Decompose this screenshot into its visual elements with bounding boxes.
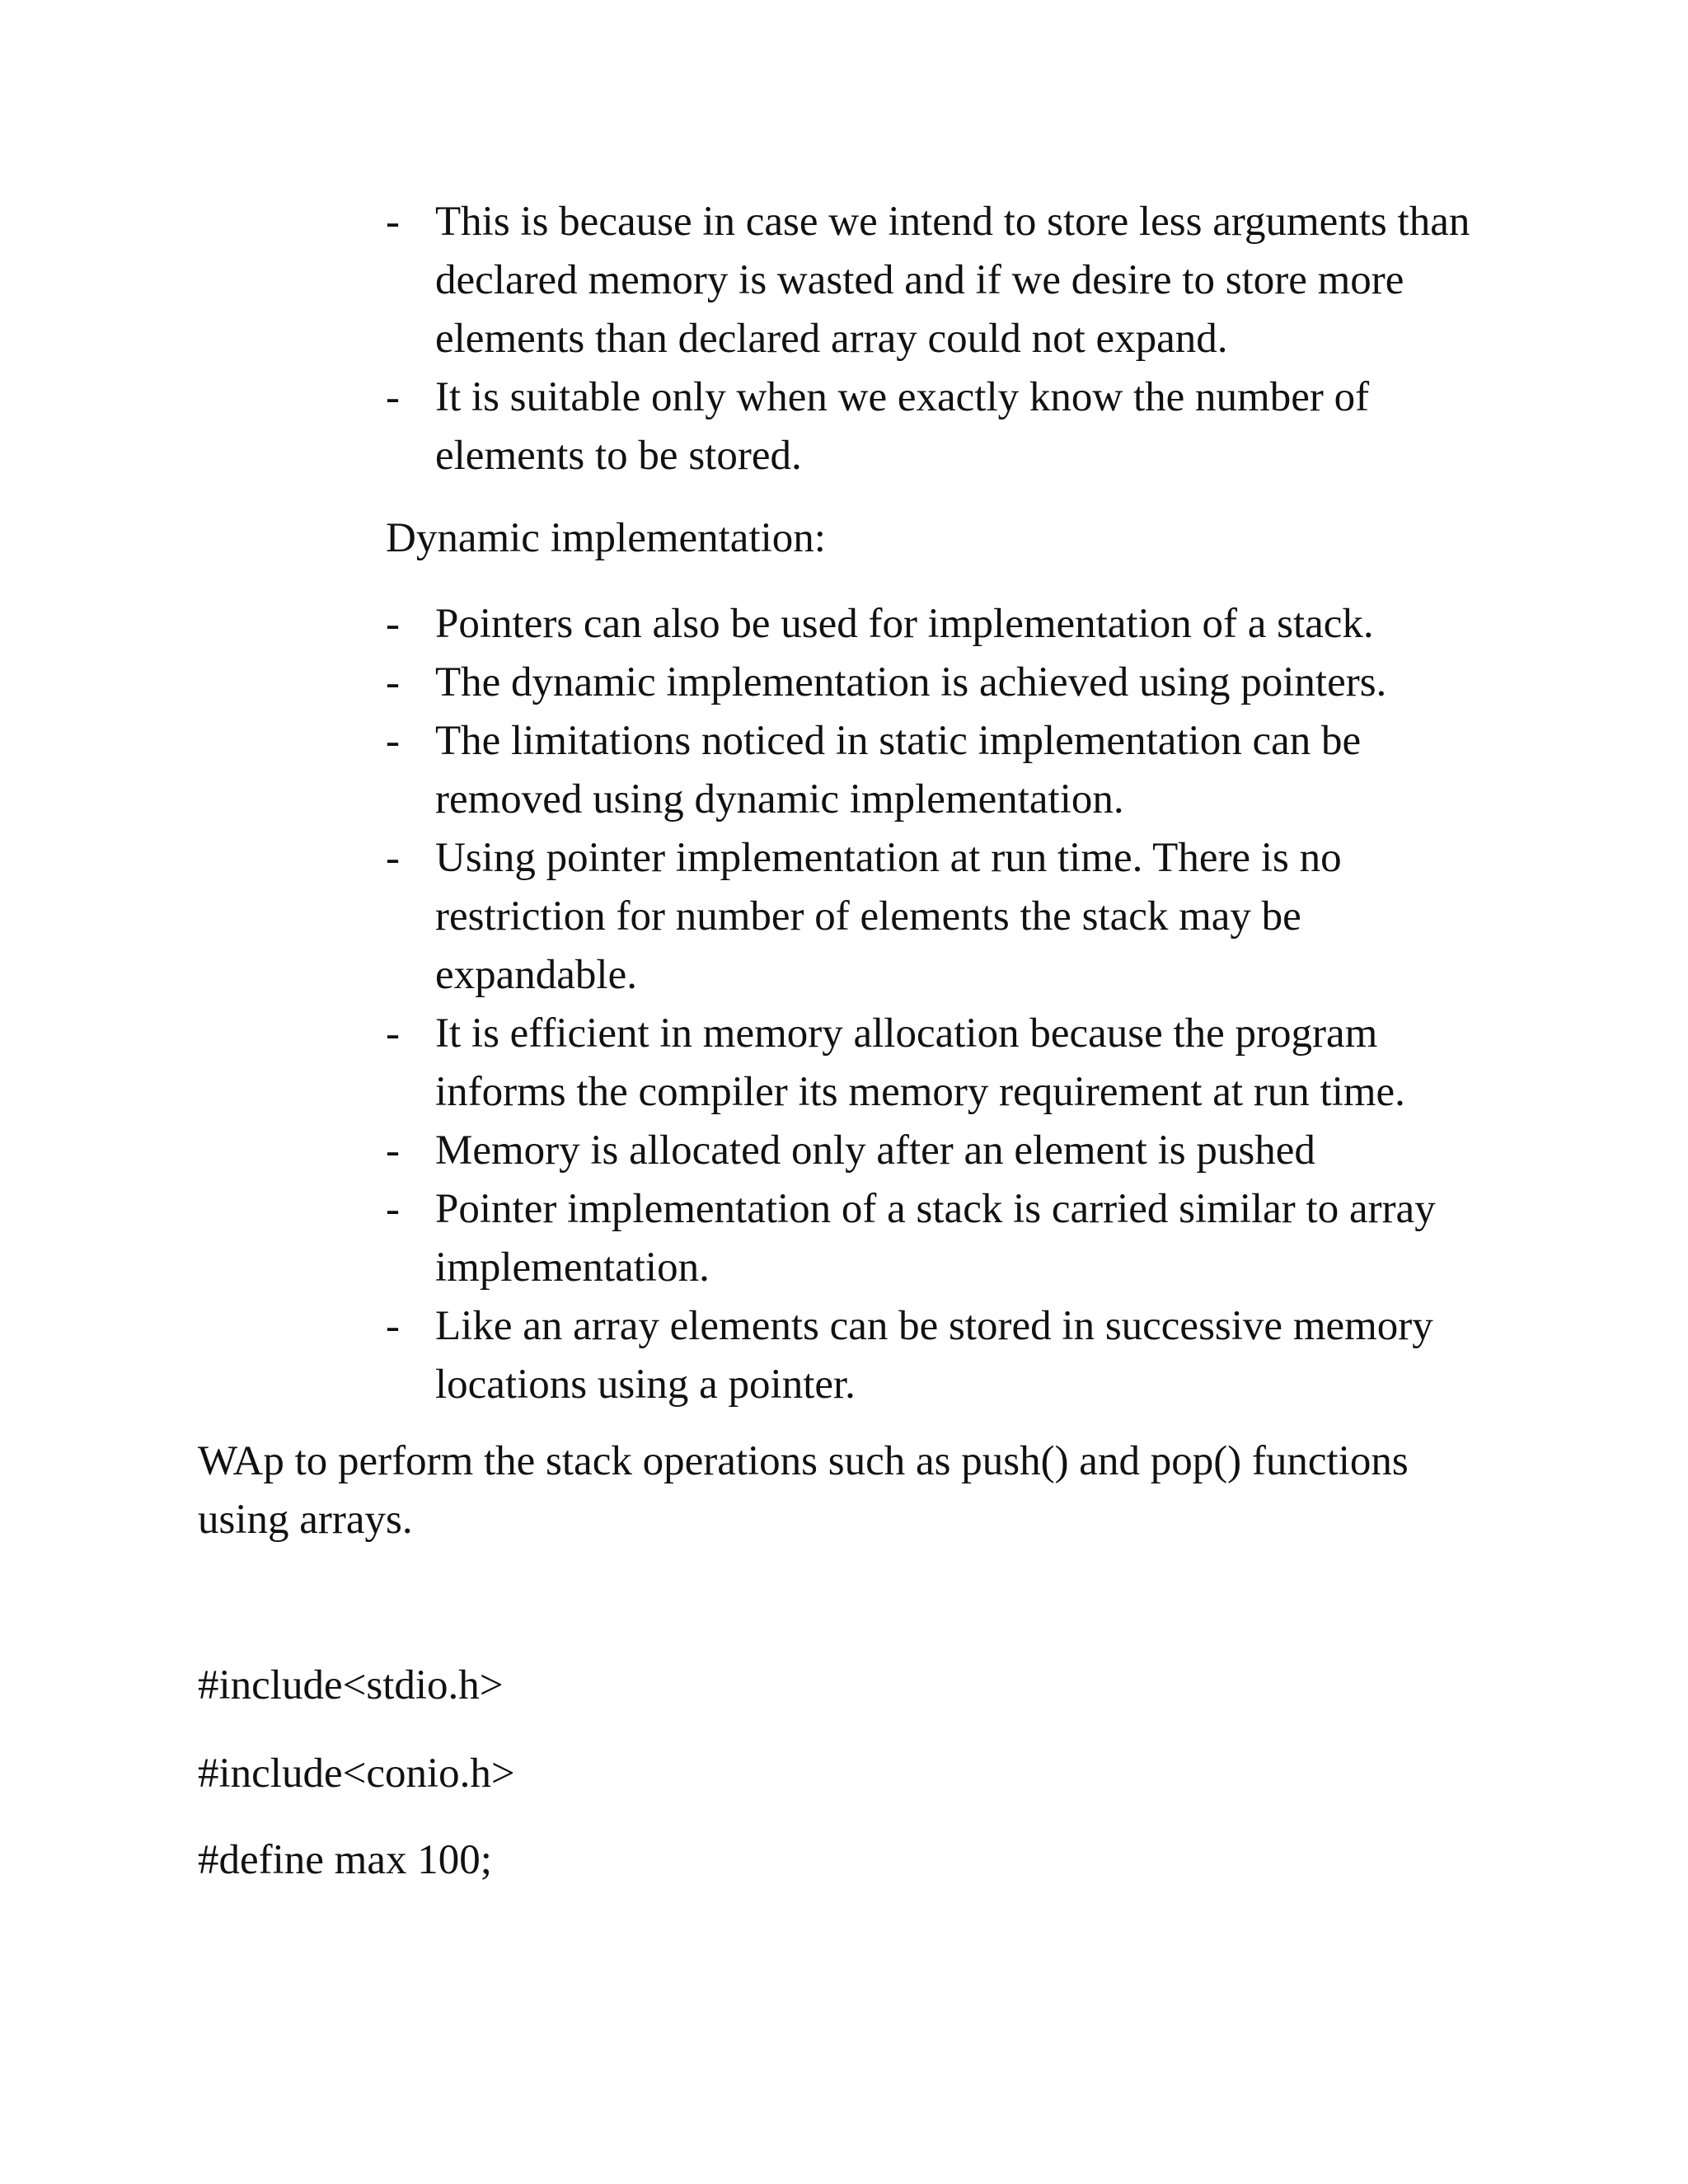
bullet-dash: - (386, 718, 400, 764)
list-item (386, 595, 1490, 654)
list-item-text: It is suitable only when we exactly know the number of elements to be stored. (435, 374, 1370, 479)
list-item (386, 1005, 1490, 1122)
bullet-dash: - (386, 1010, 400, 1057)
bullet-dash: - (386, 199, 400, 245)
list-item (386, 712, 1490, 829)
code-line-include-conio: #include<conio.h> (198, 1750, 515, 1797)
task-statement: WAp to perform the stack operations such as push() and pop() functions using arrays. (198, 1438, 1409, 1543)
bullet-dash: - (386, 835, 400, 881)
list-item (386, 654, 1490, 712)
list-item-text: The limitations noticed in static implementation can be removed using dynamic implementation. (435, 718, 1362, 823)
list-item (386, 368, 1490, 485)
bullet-dash: - (386, 374, 400, 420)
list-item (386, 1297, 1490, 1414)
bullet-dash: - (386, 1127, 400, 1174)
list-item (386, 1122, 1490, 1180)
section-heading: Dynamic implementation: (386, 515, 826, 561)
list-item-text: Pointers can also be used for implementation of a stack. (435, 601, 1374, 647)
list-item (386, 829, 1490, 1005)
list-item-text: Like an array elements can be stored in successive memory locations using a pointer. (435, 1303, 1433, 1408)
bullet-dash: - (386, 601, 400, 647)
bullet-dash: - (386, 1186, 400, 1232)
bullet-dash: - (386, 1303, 400, 1349)
list-item-text: This is because in case we intend to store less arguments than declared memory is wasted and if we desire to store more elements than declared array could not expand. (435, 199, 1470, 362)
list-item-text: Pointer implementation of a stack is carried similar to array implementation. (435, 1186, 1436, 1291)
list-item-text: The dynamic implementation is achieved using pointers. (435, 659, 1387, 705)
list-item (386, 1180, 1490, 1297)
list-item (386, 193, 1490, 368)
code-line-define-max: #define max 100; (198, 1837, 492, 1883)
bullet-dash: - (386, 659, 400, 705)
bullet-list-dynamic-implementation (386, 595, 1490, 1414)
code-line-include-stdio: #include<stdio.h> (198, 1662, 504, 1708)
bullet-list-static-limitations (386, 193, 1490, 485)
list-item-text: It is efficient in memory allocation because the program informs the compiler its memory requirement at run time. (435, 1010, 1405, 1115)
list-item-text: Memory is allocated only after an element is pushed (435, 1127, 1315, 1174)
list-item-text: Using pointer implementation at run time. There is no restriction for number of elements the stack may be expandable. (435, 835, 1342, 998)
